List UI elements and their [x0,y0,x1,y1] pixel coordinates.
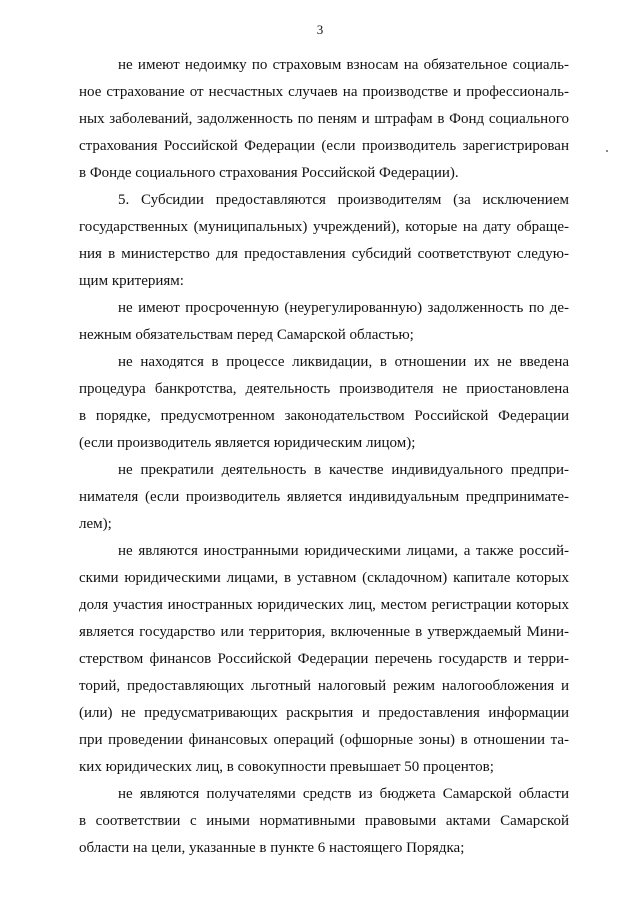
paragraph-item-5-criteria [79,187,569,295]
text-line: нежным обязательствам перед Самарской областью; [79,327,414,343]
paragraph-not-in-liquidation [79,349,569,457]
text-line: скими юридическими лицами, в уставном (складочном) капитале которых [79,570,569,586]
page-number: 3 [316,22,324,37]
text-line: щим критериям: [79,273,184,289]
scan-speck [606,150,608,152]
text-line: при проведении финансовых операций (офшорные зоны) в отношении та- [79,732,569,748]
text-line: государственных (муниципальных) учреждений), которые на дату обраще- [79,219,569,235]
paragraph-foreign-entities [79,538,569,781]
paragraph-no-overdue-debt [79,295,569,349]
text-line: страхования Российской Федерации (если производитель зарегистрирован [79,138,569,154]
text-line: стерством финансов Российской Федерации перечень государств и терри- [79,651,569,667]
text-line: не имеют недоимку по страховым взносам на обязательное социаль- [118,57,569,73]
text-line: 5. Субсидии предоставляются производителям (за исключением [118,192,569,208]
text-line: процедура банкротства, деятельность производителя не приостановлена [79,381,569,397]
text-line: не имеют просроченную (неурегулированную) задолженность по де- [118,300,569,316]
text-line: области на цели, указанные в пункте 6 настоящего Порядка; [79,840,465,856]
text-line: не являются иностранными юридическими лицами, а также россий- [118,543,569,559]
text-line: (или) не предусматривающих раскрытия и предоставления информации [79,705,569,721]
text-line: ных заболеваний, задолженность по пеням и штрафам в Фонд социального [79,111,569,127]
text-line: лем); [79,516,112,532]
text-line: в соответствии с иными нормативными правовыми актами Самарской [79,813,569,829]
document-body [79,52,569,862]
text-line: в порядке, предусмотренном законодательством Российской Федерации [79,408,569,424]
text-line: является государство или территория, включенные в утверждаемый Мини- [79,624,569,640]
text-line: не являются получателями средств из бюджета Самарской области [118,786,569,802]
text-line: ное страхование от несчастных случаев на производстве и профессиональ- [79,84,569,100]
text-line: (если производитель является юридическим лицом); [79,435,416,451]
text-line: в Фонде социального страхования Российской Федерации). [79,165,459,181]
text-line: не находятся в процессе ликвидации, в отношении их не введена [118,354,569,370]
text-line: торий, предоставляющих льготный налоговый режим налогообложения и [79,678,569,694]
text-line: ких юридических лиц, в совокупности превышает 50 процентов; [79,759,494,775]
paragraph-social-insurance-arrears [79,52,569,187]
text-line: не прекратили деятельность в качестве индивидуального предпри- [118,462,569,478]
text-line: ния в министерство для предоставления субсидий соответствуют следую- [79,246,569,262]
text-line: нимателя (если производитель является индивидуальным предпринимате- [79,489,569,505]
paragraph-entrepreneur-activity [79,457,569,538]
paragraph-not-budget-recipients [79,781,569,862]
text-line: доля участия иностранных юридических лиц, местом регистрации которых [79,597,569,613]
